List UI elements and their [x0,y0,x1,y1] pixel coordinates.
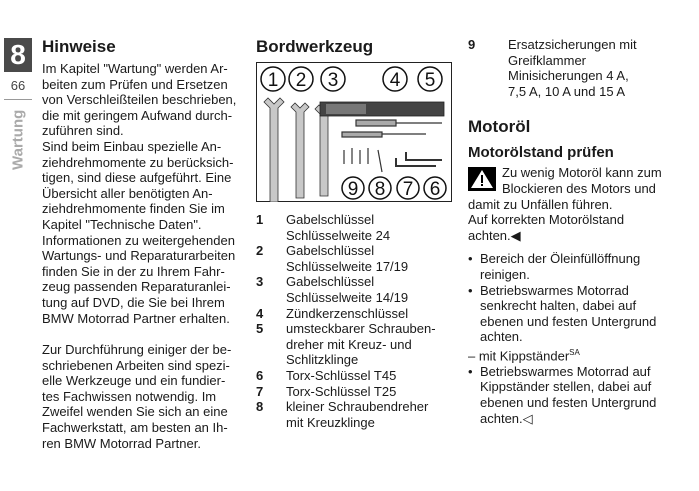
item-number: 3 [256,274,264,290]
callout-label: 7 [402,179,414,200]
item-text: Betriebswarmes Motorrad [480,282,629,298]
bullet-item [468,283,693,345]
sidebar-divider [4,99,32,100]
callout-label: 3 [327,70,339,91]
item-text: reinigen. [480,266,530,282]
text-line: damit zu Unfällen führen. [468,196,613,212]
text-line: schriebenen Arbeiten sind spezi- [42,357,230,373]
variant-line [468,345,693,364]
text-line: tigen, sind diese aufgeführt. Eine [42,170,232,186]
item-text: senkrecht halten, dabei auf [480,298,637,314]
chapter-number-box: 8 [4,38,32,72]
bordwerkzeug-section [256,37,456,57]
text-line: beiten zum Prüfen und Ersetzen [42,76,228,92]
text-line: Kapitel "Technische Daten". [42,216,202,232]
text-line: zuführen sind. [42,123,124,139]
list-item [256,321,456,368]
item-number: 7 [256,383,264,399]
item-text: mit Kreuzklinge [286,414,375,430]
motoroel-heading: Motoröl [468,117,531,137]
item-number: 4 [256,305,264,321]
item-text: Gabelschlüssel [286,274,375,290]
text-line: elle Werkzeuge und ein fundier- [42,373,226,389]
text-line: die mit geringem Aufwand durch- [42,107,233,123]
item-text: achten. [480,329,523,345]
text-line: finden Sie in der zu Ihrem Fahr- [42,263,225,279]
item-text: Gabelschlüssel [286,212,375,227]
item-text: dreher mit Kreuz- und [286,336,412,352]
hinweise-paragraph-1 [42,61,242,326]
text-line: ren BMW Motorrad Partner. [42,435,201,451]
text-line: achten.◀ [468,227,521,243]
callout-label: 5 [424,70,436,91]
item-text: Torx-Schlüssel T25 [286,383,397,399]
hinweise-paragraph-2 [42,342,242,451]
toolkit-illustration [256,62,452,202]
text-line: tung auf DVD, die Sie bei Ihrem [42,294,225,310]
list-item [256,306,456,322]
item-text: Kippständer stellen, dabei auf [480,379,652,395]
text-line: ziehdrehmomente finden Sie im [42,201,225,217]
variant-sup: SA [569,347,580,357]
bullet: • [468,251,473,267]
text-line: BMW Motorrad Partner erhalten. [42,310,230,326]
list-item [256,243,456,274]
variant-text: – mit Kippständer [468,348,570,364]
item-text: Schlüsselweite 17/19 [286,258,409,274]
item-text: Greifklammer [508,52,587,68]
text-line: Auf korrekten Motorölstand [468,212,625,228]
item-text: Minisicherungen 4 A, [508,68,629,84]
text-line: Übersicht aller benötigten An- [42,185,213,201]
motoroelstand-subheading: Motorölstand prüfen [468,144,614,162]
item-text: achten.◁ [480,410,533,426]
list-item [256,274,456,305]
list-item [468,37,693,99]
text-line: Informationen zu weitergehenden [42,232,235,248]
callout-label: 1 [267,70,279,91]
item-text: Betriebswarmes Motorrad auf [480,363,651,379]
item-text: Schlüsselweite 24 [286,227,391,243]
hinweise-heading: Hinweise [42,37,116,56]
item-text: ebenen und festen Untergrund [480,313,657,329]
callout-label: 8 [374,179,386,200]
bullet-item [468,364,693,426]
item-number: 8 [256,399,264,415]
item-text: Zündkerzenschlüssel [286,305,409,321]
right-column [468,37,693,426]
hinweise-section [42,37,242,451]
item-text: kleiner Schraubendreher [286,399,429,415]
text-line: Zu wenig Motoröl kann zum [502,165,662,181]
text-line: tes Fachwissen notwendig. Im [42,388,217,404]
item-number: 2 [256,243,264,259]
text-line: Blockieren des Motors und [502,180,656,196]
item-text: Schlitzklinge [286,352,359,368]
text-line: Zweifel wenden Sie sich an eine [42,404,228,420]
list-item [256,384,456,400]
list-item [256,212,456,243]
text-line: von Verschleißteilen beschrieben, [42,92,237,108]
bordwerkzeug-heading: Bordwerkzeug [256,37,374,56]
list-item [256,368,456,384]
text-line: Wartungs- und Reparaturarbeiten [42,248,236,264]
item-text: umsteckbarer Schrauben- [286,321,436,337]
text-line: Zur Durchführung einiger der be- [42,342,232,358]
warning-icon [468,167,496,191]
text-line: Sind beim Einbau spezielle An- [42,138,222,154]
callout-label: 6 [429,179,441,200]
item-number: 1 [256,212,264,227]
bullet: • [468,363,473,379]
tools-list [256,212,456,430]
item-text: Gabelschlüssel [286,243,375,259]
callout-label: 9 [347,179,359,200]
text-line: ziehdrehmomente zu berücksich- [42,154,234,170]
list-item [256,399,456,430]
item-text: Bereich der Öleinfüllöffnung [480,251,641,267]
item-text: ebenen und festen Untergrund [480,395,657,411]
bullet: • [468,282,473,298]
page-number: 66 [10,78,26,93]
callout-label: 2 [295,70,307,91]
callout-label: 4 [389,70,401,91]
item-text: Schlüsselweite 14/19 [286,289,409,305]
bullet-item [468,251,693,282]
text-line: Im Kapitel "Wartung" werden Ar- [42,61,228,76]
item-text: 7,5 A, 10 A und 15 A [508,83,626,99]
text-line: Fachwerkstatt, am besten an Ih- [42,420,228,436]
item-text: Torx-Schlüssel T45 [286,367,397,383]
item-number: 5 [256,321,264,337]
item-text: Ersatzsicherungen mit [508,37,637,52]
item-number: 9 [468,37,476,52]
text-line: zeug passenden Reparaturanlei- [42,279,231,295]
chapter-label: Wartung [9,110,27,171]
warning-notice [468,165,693,243]
item-number: 6 [256,367,264,383]
